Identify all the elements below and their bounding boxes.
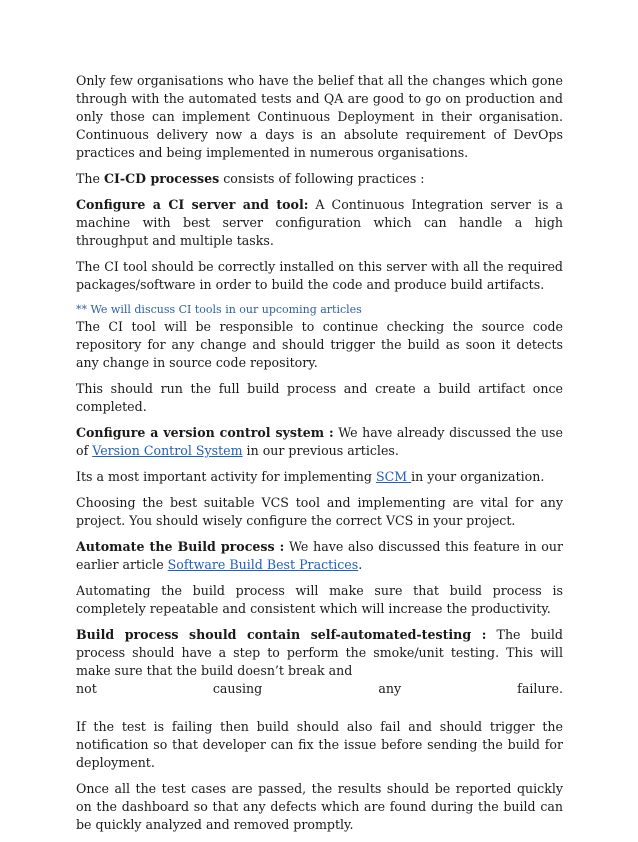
paragraph-ci-cd-processes — [76, 170, 563, 188]
text-run: We have also discussed this feature in our earlier article — [76, 539, 563, 572]
paragraph-automate-build — [76, 538, 563, 574]
text-run: consists of following practices : — [219, 171, 425, 186]
section-heading: Configure a version control system : — [76, 425, 334, 440]
paragraph-full-build: This should run the full build process and create a build artifact once completed. — [76, 381, 563, 414]
word: causing — [212, 681, 263, 696]
word: failure. — [517, 681, 563, 696]
text-run: A Continuous Integration server is a machine with best server configuration which can handle a high throughput and multiple tasks. — [76, 197, 563, 248]
text-run: We have already discussed the use of — [76, 425, 563, 458]
paragraph-self-testing-last-line — [76, 680, 563, 698]
bold-term: CI-CD processes — [103, 171, 220, 186]
paragraph-ci-tool-responsibility: The CI tool will be responsible to continue checking the source code repository for any change and should trigger the build as soon it detects any change in source code repository. — [76, 319, 563, 370]
text-run: in your organization. — [411, 469, 545, 484]
text-run: in our previous articles. — [242, 443, 399, 458]
word: not — [76, 681, 97, 696]
note-ci-tools: ** We will discuss CI tools in our upcoming articles — [76, 303, 362, 316]
text-run: . — [358, 557, 363, 572]
word: any — [378, 681, 402, 696]
paragraph-ci-tool-install: The CI tool should be correctly installed on this server with all the required packages/software in order to build the code and produce build artifacts. — [76, 259, 563, 292]
section-heading: Configure a CI server and tool: — [76, 197, 309, 212]
paragraph-version-control — [76, 424, 563, 460]
paragraph-automating-build: Automating the build process will make sure that build process is completely repeatable and consistent which will increase the productivity. — [76, 583, 563, 616]
paragraph-scm — [76, 468, 563, 486]
text-run: The build process should have a step to perform the smoke/unit testing. This will make sure that the build doesn’t break and — [76, 627, 563, 678]
text-run: Its a most important activity for implementing — [76, 469, 376, 484]
scm-link[interactable]: SCM — [375, 469, 412, 484]
text-run: The — [76, 171, 104, 186]
document-page — [76, 72, 563, 842]
section-heading: Automate the Build process : — [76, 539, 285, 554]
paragraph-test-failing: If the test is failing then build should also fail and should trigger the notification so that developer can fix the issue before sending the build for deployment. — [76, 719, 563, 770]
version-control-system-link[interactable]: Version Control System — [92, 443, 243, 458]
paragraph-results-reporting: Once all the test cases are passed, the results should be reported quickly on the dashboard so that any defects which are found during the build can be quickly analyzed and removed promptly. — [76, 781, 563, 832]
paragraph-configure-ci-server — [76, 196, 563, 250]
section-heading: Build process should contain self-automated-testing : — [76, 627, 487, 642]
paragraph-self-testing — [76, 626, 563, 680]
software-build-best-practices-link[interactable]: Software Build Best Practices — [167, 557, 359, 572]
paragraph-intro: Only few organisations who have the belief that all the changes which gone through with the automated tests and QA are good to go on production and only those can implement Continuous Deployment in their organisation. Continuous delivery now a days is an absolute requirement of DevOps practices and being implemented in numerous organisations. — [76, 73, 563, 160]
paragraph-vcs-choice: Choosing the best suitable VCS tool and implementing are vital for any project. You should wisely configure the correct VCS in your project. — [76, 495, 563, 528]
